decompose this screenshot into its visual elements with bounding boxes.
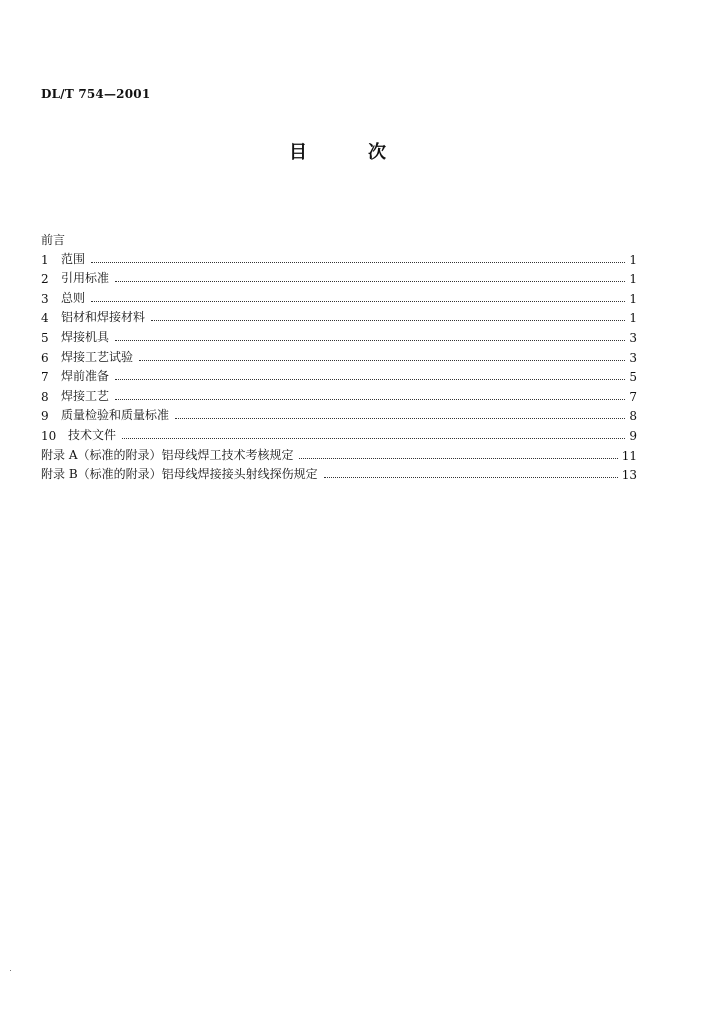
toc-entry-number: 1 xyxy=(41,252,49,267)
toc-leader-dots xyxy=(175,418,625,419)
toc-leader-dots xyxy=(115,281,625,282)
toc-leader-dots xyxy=(91,301,625,302)
toc-entry-title: 引用标准 xyxy=(61,271,110,286)
toc-entry-title: 附录 A（标准的附录）铝母线焊工技术考核规定 xyxy=(41,447,294,462)
toc-title-char-2: 次 xyxy=(368,142,386,163)
toc-entry-number: 6 xyxy=(41,350,49,365)
toc-entry-number: 8 xyxy=(41,389,49,404)
toc-entry[interactable] xyxy=(41,345,637,365)
toc-entry-page: 7 xyxy=(629,389,637,404)
toc-entry-title: 铝材和焊接材料 xyxy=(61,310,146,325)
toc-entry-title: 焊接工艺试验 xyxy=(61,349,134,364)
toc-leader-dots xyxy=(151,320,625,321)
toc-leader-dots xyxy=(139,360,625,361)
toc-entry-page: 1 xyxy=(629,291,637,306)
toc-entry[interactable] xyxy=(41,365,637,385)
toc-entry[interactable] xyxy=(41,404,637,424)
toc-list xyxy=(41,247,637,482)
scan-speck xyxy=(10,970,11,971)
toc-entry[interactable] xyxy=(41,423,637,443)
document-code: DL/T 754—2001 xyxy=(41,87,151,101)
toc-entry-appendix[interactable] xyxy=(41,463,637,483)
toc-title xyxy=(289,138,389,162)
toc-entry[interactable] xyxy=(41,325,637,345)
toc-entry-title: 焊接工艺 xyxy=(61,388,110,403)
toc-entry-page: 11 xyxy=(621,448,637,463)
toc-entry-number: 3 xyxy=(41,291,49,306)
toc-entry-page: 1 xyxy=(629,252,637,267)
toc-entry[interactable] xyxy=(41,247,637,267)
toc-entry[interactable] xyxy=(41,384,637,404)
toc-entry-page: 1 xyxy=(629,311,637,326)
toc-leader-dots xyxy=(115,379,625,380)
toc-leader-dots xyxy=(324,477,618,478)
toc-leader-dots xyxy=(122,438,625,439)
toc-entry-number: 10 xyxy=(41,428,57,443)
toc-entry-title: 质量检验和质量标准 xyxy=(61,408,170,423)
toc-entry-page: 13 xyxy=(621,468,637,483)
toc-leader-dots xyxy=(91,262,625,263)
toc-leader-dots xyxy=(299,458,617,459)
toc-entry-title: 附录 B（标准的附录）铝母线焊接接头射线探伤规定 xyxy=(41,467,318,482)
toc-entry-number: 2 xyxy=(41,272,49,287)
toc-entry-page: 1 xyxy=(629,272,637,287)
toc-entry-number: 7 xyxy=(41,370,49,385)
toc-entry-appendix[interactable] xyxy=(41,443,637,463)
toc-entry-number: 4 xyxy=(41,311,49,326)
toc-entry[interactable] xyxy=(41,306,637,326)
toc-entry-title: 焊前准备 xyxy=(61,369,110,384)
toc-entry-preface[interactable]: 前言 xyxy=(41,233,66,247)
toc-entry[interactable] xyxy=(41,286,637,306)
toc-entry-number: 5 xyxy=(41,330,49,345)
toc-entry-title: 总则 xyxy=(61,290,86,305)
toc-entry-page: 9 xyxy=(629,428,637,443)
toc-title-char-1: 目 xyxy=(289,142,307,163)
toc-entry-page: 3 xyxy=(629,350,637,365)
toc-entry-page: 5 xyxy=(629,370,637,385)
toc-entry-number: 9 xyxy=(41,409,49,424)
toc-entry-page: 8 xyxy=(629,409,637,424)
toc-entry[interactable] xyxy=(41,267,637,287)
toc-entry-page: 3 xyxy=(629,330,637,345)
toc-entry-title: 焊接机具 xyxy=(61,329,110,344)
toc-leader-dots xyxy=(115,399,625,400)
toc-leader-dots xyxy=(115,340,625,341)
toc-entry-title: 范围 xyxy=(61,251,86,266)
toc-entry-title: 技术文件 xyxy=(68,427,117,442)
